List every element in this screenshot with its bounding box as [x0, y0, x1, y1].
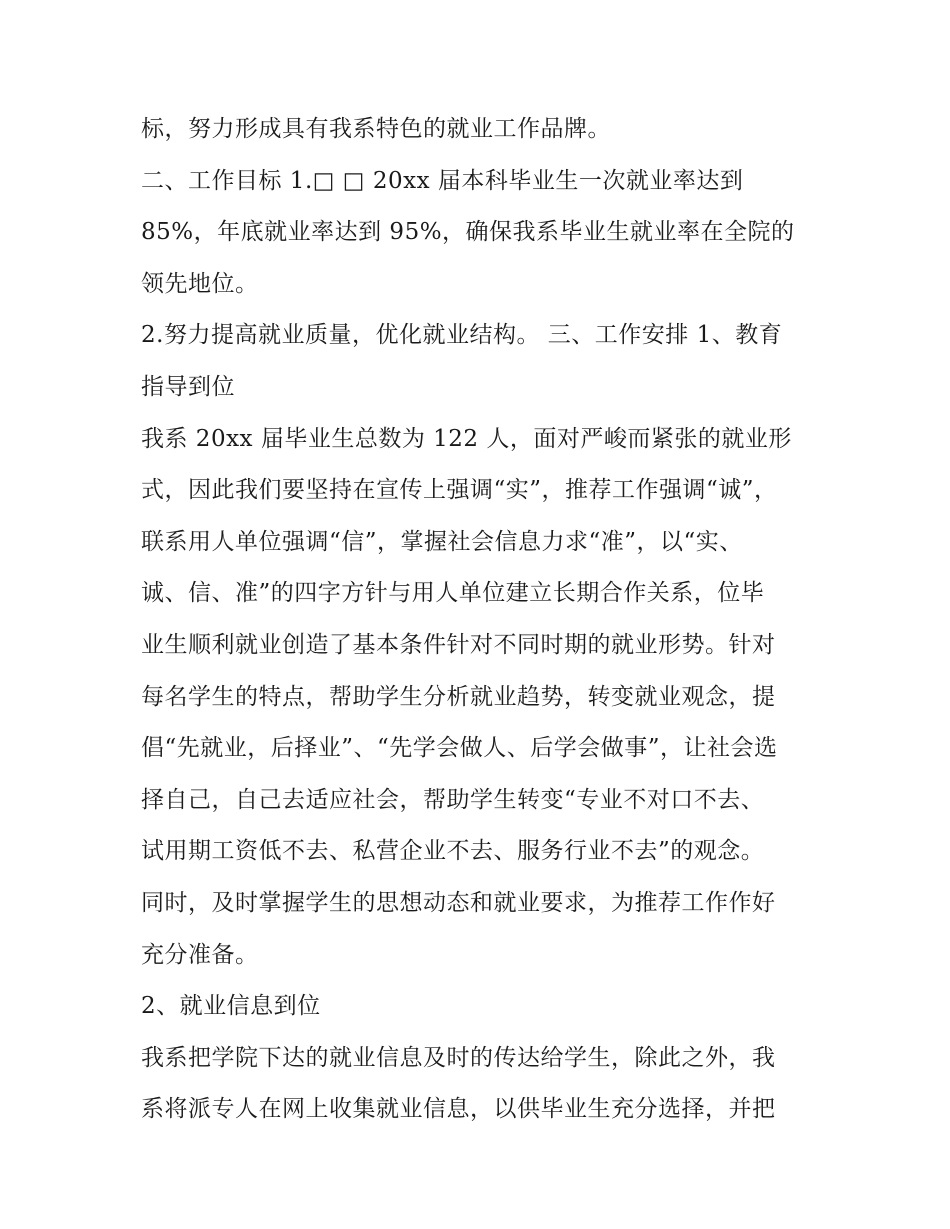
text-line: 我系把学院下达的就业信息及时的传达给学生，除此之外，我: [141, 1044, 776, 1071]
text-line: 业生顺利就业创造了基本条件针对不同时期的就业形势。针对: [141, 631, 776, 658]
text-line: 2、就业信息到位: [141, 993, 321, 1020]
text-line: 式，因此我们要坚持在宣传上强调“实”，推荐工作强调“诚”，: [141, 477, 778, 504]
text-line: 同时，及时掌握学生的思想动态和就业要求，为推荐工作作好: [141, 889, 776, 916]
text-line: 择自己，自己去适应社会，帮助学生转变“专业不对口不去、: [141, 786, 765, 813]
text-line: 试用期工资低不去、私营企业不去、服务行业不去”的观念。: [141, 838, 765, 865]
text-line: 倡“先就业，后择业”、“先学会做人、后学会做事”，让社会选: [141, 735, 778, 762]
text-line: 领先地位。: [141, 270, 259, 297]
text-line: 每名学生的特点，帮助学生分析就业趋势，转变就业观念，提: [141, 683, 776, 710]
document-body: [141, 104, 831, 1136]
text-line: 二、工作目标 1.□ □ 20xx 届本科毕业生一次就业率达到: [141, 167, 744, 194]
text-line: 2.努力提高就业质量，优化就业结构。 三、工作安排 1、教育: [141, 322, 783, 349]
text-line: 85%，年底就业率达到 95%，确保我系毕业生就业率在全院的: [141, 219, 795, 246]
text-line: 诚、信、准”的四字方针与用人单位建立长期合作关系，位毕: [141, 580, 765, 607]
text-line: 指导到位: [141, 373, 235, 400]
text-line: 系将派专人在网上收集就业信息，以供毕业生充分选择，并把: [141, 1096, 776, 1123]
text-line: 标，努力形成具有我系特色的就业工作品牌。: [141, 116, 611, 142]
text-line: 我系 20xx 届毕业生总数为 122 人，面对严峻而紧张的就业形: [141, 425, 792, 452]
text-line: 联系用人单位强调“信”，掌握社会信息力求“准”，以“实、: [141, 528, 743, 555]
text-line: 充分准备。: [141, 941, 259, 968]
